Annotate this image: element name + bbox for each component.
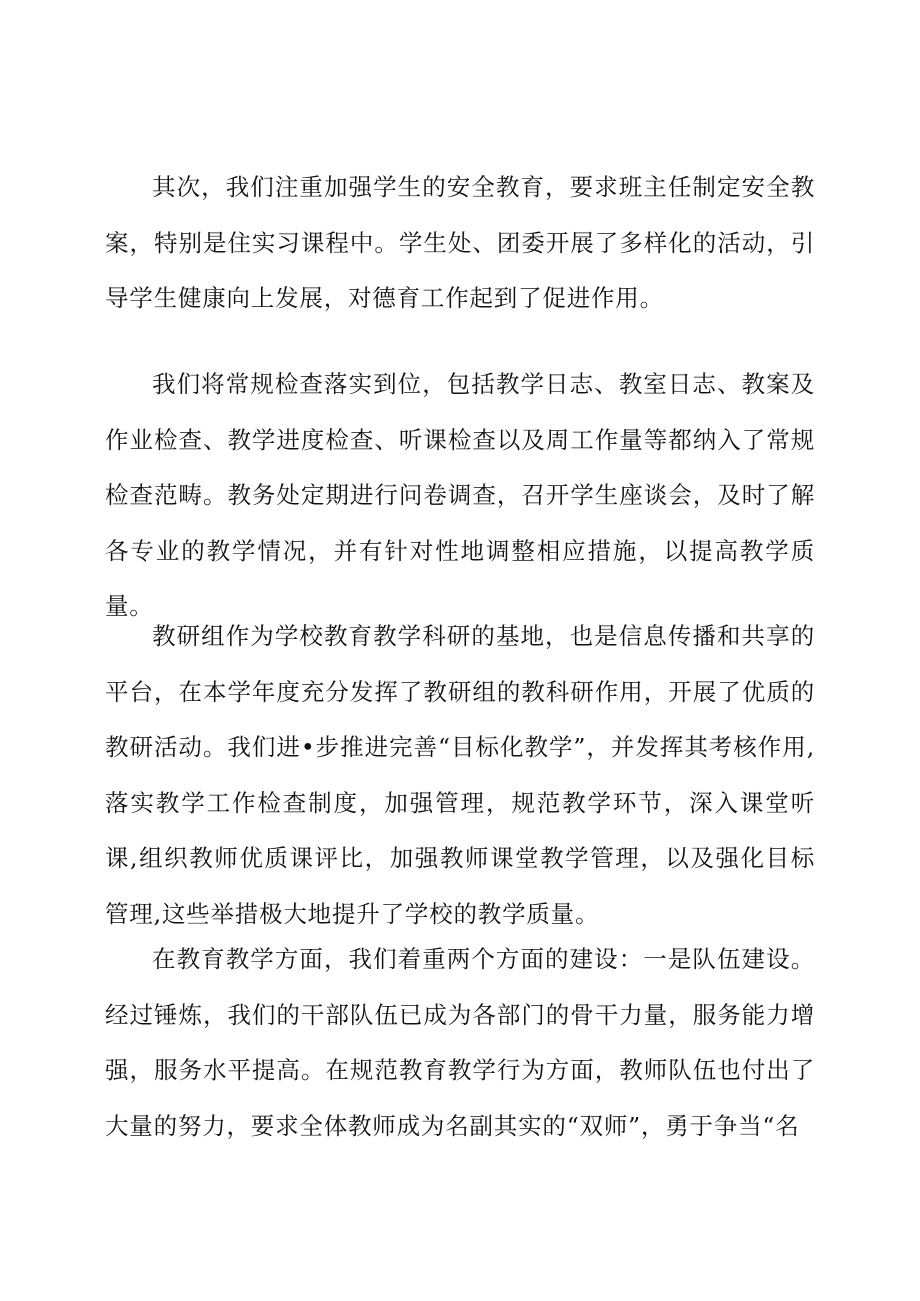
paragraph-teaching-research: 教研组作为学校教育教学科研的基地，也是信息传播和共享的平台，在本学年度充分发挥了教研组的教科研作用，开展了优质的教研活动。我们进•步推进完善“目标化教学”，并发挥其考核作用,落实教学工作检查制度，加强管理，规范教学环节，深入课堂听课,组织教师优质课评比，加强教师课堂教学管理，以及强化目标管理,这些举措极大地提升了学校的教学质量。 <box>105 622 815 928</box>
paragraph-team-building: 在教育教学方面，我们着重两个方面的建设：一是队伍建设。经过锤炼，我们的干部队伍已成为各部门的骨干力量，服务能力增强，服务水平提高。在规范教育教学行为方面，教师队伍也付出了大量的努力，要求全体教师成为名副其实的“双师”，勇于争当“名 <box>105 945 815 1140</box>
paragraph-safety-education: 其次，我们注重加强学生的安全教育，要求班主任制定安全教案，特别是住实习课程中。学生处、团委开展了多样化的活动，引导学生健康向上发展，对德育工作起到了促进作用。 <box>105 173 815 313</box>
paragraph-routine-inspection: 我们将常规检查落实到位，包括教学日志、教室日志、教案及作业检查、教学进度检查、听课检查以及周工作量等都纳入了常规检查范畴。教务处定期进行问卷调查，召开学生座谈会，及时了解各专业的教学情况，并有针对性地调整相应措施，以提高教学质量。 <box>105 370 815 621</box>
